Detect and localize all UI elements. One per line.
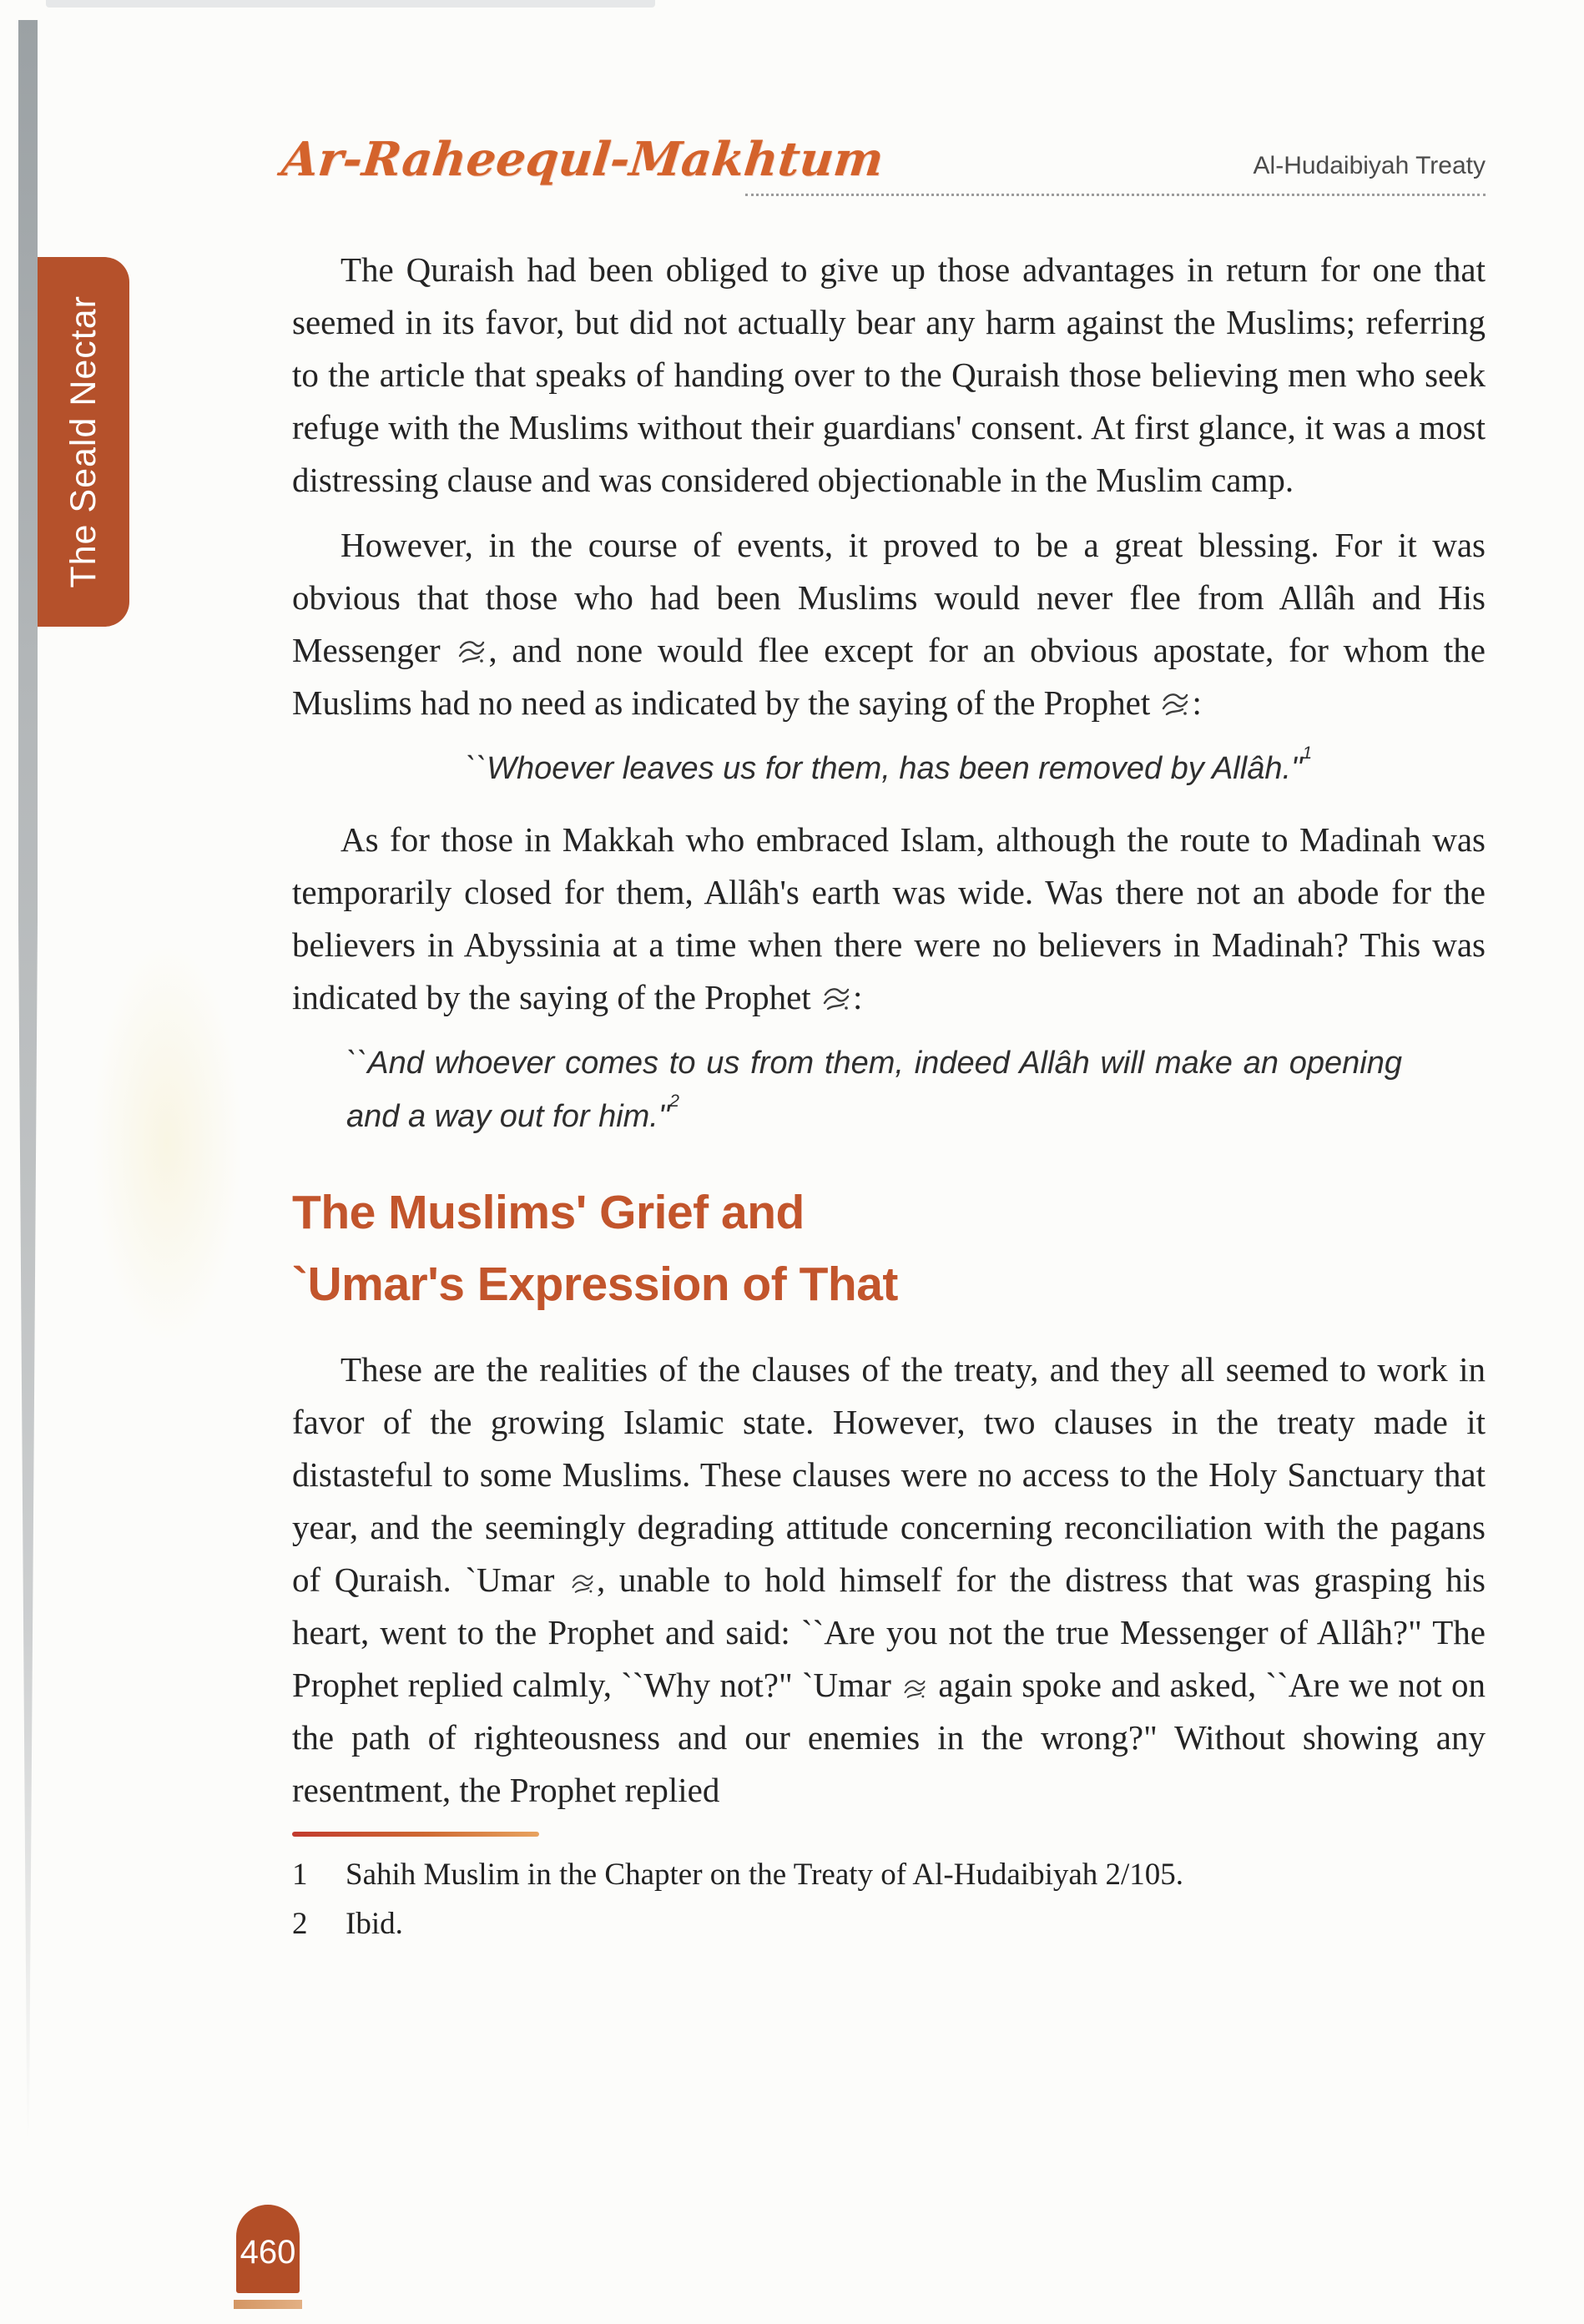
body-paragraph: These are the realities of the clauses of the treaty, and they all seemed to work in favor of the growing Islamic state. However, two clauses in the treaty made it distasteful to some Muslims. These clauses were no access to the Holy Sanctuary that year, and the seemingly degrading attitude concerning reconciliation with the pagans of Quraish. `Umar , unable to hold himself for the distress that was grasping his heart, went to the Prophet and said: ``Are you not the true Messenger of Allâh?" The Prophet replied calmly, ``Why not?" `Umar again spoke and asked, ``Are we not on the path of righteousness and our enemies in the wrong?" Without showing any resentment, the Prophet replied xyxy=(292,1350,1486,1809)
top-edge-artifact xyxy=(46,0,655,8)
companion-honorific-calligraphy-icon xyxy=(903,1677,926,1701)
footnote-item xyxy=(292,1899,1486,1948)
hadith-quote: ``And whoever comes to us from them, indeed Allâh will make an opening and a way out for him."$^2$ xyxy=(346,1046,1402,1134)
footnote-text: Sahih Muslim in the Chapter on the Treaty of Al-Hudaibiyah 2/105. xyxy=(346,1858,1184,1892)
page-stain xyxy=(92,943,242,1343)
footnote-list xyxy=(292,1850,1486,1948)
footnote-number: 2 xyxy=(292,1907,308,1941)
side-tab xyxy=(38,257,129,627)
section-heading-line: The Muslims' Grief and xyxy=(292,1186,805,1239)
footnote-reference: 1 xyxy=(1302,743,1313,763)
section-heading xyxy=(292,1177,1486,1320)
badge-underline xyxy=(234,2300,302,2309)
body-paragraph: However, in the course of events, it proved to be a great blessing. For it was obvious that those who had been Muslims would never flee from Allâh and His Messenger , and none would flee except for an obvious apostate, for whom the Muslims had no need as indicated by the saying of the Prophet : xyxy=(292,526,1486,722)
book-title-script: Ar-Raheequl-Makhtum xyxy=(279,132,886,187)
prophet-honorific-calligraphy-icon xyxy=(1161,690,1189,718)
body-text xyxy=(292,244,1486,1817)
prophet-honorific-calligraphy-icon xyxy=(457,638,486,666)
prophet-honorific-calligraphy-icon xyxy=(822,985,850,1013)
body-column xyxy=(292,244,1486,1948)
footnote-text: Ibid. xyxy=(346,1907,403,1941)
hadith-quote: ``Whoever leaves us for them, has been removed by Allâh."$^1$ xyxy=(465,743,1313,786)
companion-honorific-calligraphy-icon xyxy=(571,1572,594,1596)
footnote-number: 1 xyxy=(292,1858,308,1892)
body-paragraph: The Quraish had been obliged to give up those advantages in return for one that seemed in its favor, but did not actually bear any harm against the Muslims; referring to the article that speaks of handing over to the Quraish those believing men who seek refuge with the Muslims without their guardians' consent. At first glance, it was a most distressing clause and was considered objectionable in the Muslim camp. xyxy=(292,250,1486,499)
chapter-title: Al-Hudaibiyah Treaty xyxy=(1253,152,1486,179)
side-tab-label: The Seald Nectar xyxy=(63,295,103,588)
spine-shadow-bar xyxy=(18,20,38,2165)
footnote-reference: 2 xyxy=(669,1091,679,1111)
page-number: 460 xyxy=(240,2233,296,2271)
footnote-separator xyxy=(292,1832,539,1837)
page-number-badge xyxy=(236,2205,300,2293)
body-paragraph: As for those in Makkah who embraced Islam, although the route to Madinah was temporarily closed for them, Allâh's earth was wide. Was there not an abode for the believers in Abyssinia at a time when there were no believers in Madinah? This was indicated by the saying of the Prophet : xyxy=(292,820,1486,1016)
footnote-item xyxy=(292,1850,1486,1899)
section-heading-line: `Umar's Expression of That xyxy=(292,1258,898,1311)
